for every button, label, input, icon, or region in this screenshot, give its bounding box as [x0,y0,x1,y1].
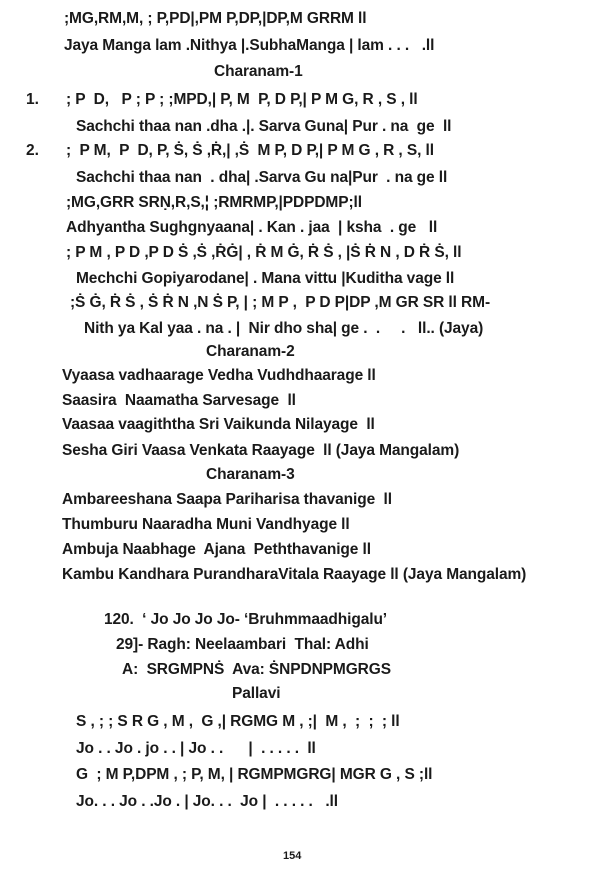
lyrics-line: Kambu Kandhara PurandharaVitala Raayage ll (Jaya Mangalam) [62,566,527,583]
lyrics-line: Vyaasa vadhaarage Vedha Vudhdhaarage ll [62,367,376,384]
lyrics-line: Saasira Naamatha Sarvesage ll [62,392,296,409]
lyrics-line: Mechchi Gopiyarodane| . Mana vittu |Kuditha vage ll [76,270,455,287]
section-heading-charanam-2: Charanam-2 [206,343,295,360]
lyrics-line: Jaya Manga lam .Nithya |.SubhaManga | lam . . . .ll [64,37,435,54]
section-heading-charanam-1: Charanam-1 [214,63,303,80]
notation-line: S , ; ; S R G , M , G ,| RGMG M , ;| M , ; ; ; ll [76,713,400,730]
section-heading-pallavi: Pallavi [232,685,281,702]
notation-line: ;MG,RM,M, ; P,PD|,PM P,DP,|DP,M GRRM ll [64,10,367,27]
notation-line: ; P D, P ; P ; ;MPD,| P, M P, D P,| P M G, R , S , ll [66,91,418,108]
lyrics-line: Ambuja Naabhage Ajana Peththavanige ll [62,541,371,558]
section-heading-charanam-3: Charanam-3 [206,466,295,483]
notation-line: ; P M, P D, P, Ṡ, Ṡ ,Ṙ,| ,Ṡ M P, D P,| P M G , R , S, ll [66,142,434,159]
notation-line: G ; M P,DPM , ; P, M, | RGMPMGRG| MGR G , S ;ll [76,766,433,783]
lyrics-line: Jo. . . Jo . .Jo . | Jo. . . Jo | . . . . . .ll [76,793,338,810]
lyrics-line: Sesha Giri Vaasa Venkata Raayage ll (Jaya Mangalam) [62,442,460,459]
notation-line: ; P M , P D ,P D Ṡ ,Ṡ ,ṘĠ| , Ṙ M Ġ, Ṙ Ṡ , |Ṡ Ṙ N , D Ṙ Ṡ, ll [66,244,462,261]
page-number: 154 [283,850,302,862]
scale-line: A: SRGMPNṠ Ava: ṠNPDNPMGRGS [122,661,391,678]
notation-line: ;Ṡ Ġ, Ṙ Ṡ , Ṡ Ṙ N ,N Ṡ P, | ; M P , P D P|DP ,M GR SR ll RM- [70,294,490,311]
lyrics-line: Adhyantha Sughgnyaana| . Kan . jaa | ksha . ge ll [66,219,438,236]
lyrics-line: Vaasaa vaagiththa Sri Vaikunda Nilayage ll [62,416,375,433]
verse-number: 1. [26,91,39,108]
lyrics-line: Jo . . Jo . jo . . | Jo . . | . . . . . ll [76,740,316,757]
lyrics-line: Thumburu Naaradha Muni Vandhyage ll [62,516,350,533]
notation-line: ;MG,GRR SRṆ,R,S,¦ ;RMRMP,|PDPDMP;ll [66,194,362,211]
lyrics-line: Sachchi thaa nan . dha| .Sarva Gu na|Pur . na ge ll [76,169,448,186]
lyrics-line: Sachchi thaa nan .dha .|. Sarva Guna| Pur . na ge ll [76,118,452,135]
song-title: 120. ‘ Jo Jo Jo Jo- ‘Bruhmmaadhigalu’ [104,611,388,628]
raga-tala-line: 29]- Ragh: Neelaambari Thal: Adhi [116,636,369,653]
verse-number: 2. [26,142,39,159]
lyrics-line: Nith ya Kal yaa . na . | Nir dho sha| ge . . . ll.. (Jaya) [84,320,484,337]
lyrics-line: Ambareeshana Saapa Pariharisa thavanige ll [62,491,392,508]
